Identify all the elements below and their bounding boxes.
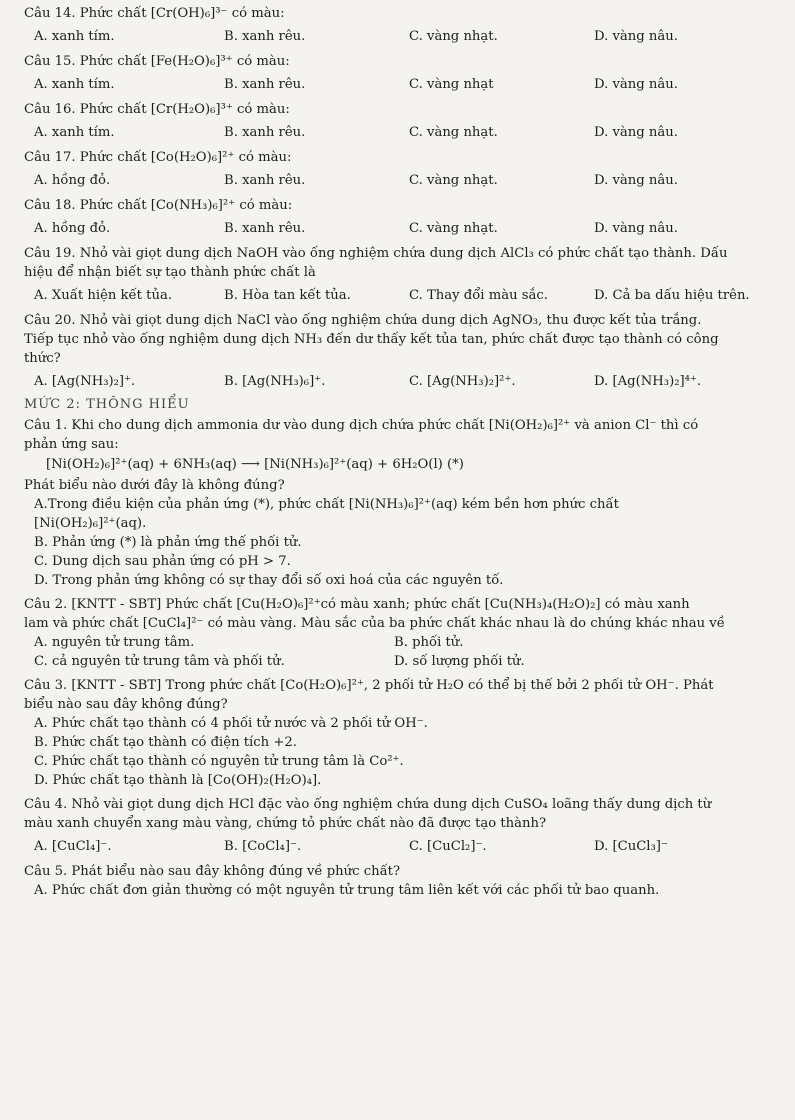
- question-19: [24, 244, 781, 305]
- level2-question-3: [24, 676, 781, 790]
- question-stem-line: Câu 20. Nhỏ vài giọt dung dịch NaCl vào ống nghiệm chứa dung dịch AgNO₃, thu được kết tủa trắng.: [24, 313, 702, 328]
- option-a: A. nguyên tử trung tâm.: [34, 635, 195, 650]
- option-a: A. Phức chất tạo thành có 4 phối tử nước và 2 phối tử OH⁻.: [34, 716, 428, 731]
- reaction-equation: [Ni(OH₂)₆]²⁺(aq) + 6NH₃(aq) ⟶ [Ni(NH₃)₆]²⁺(aq) + 6H₂O(l) (*): [46, 457, 464, 472]
- question-stem-line: thức?: [24, 351, 61, 366]
- option-a: A. xanh tím.: [34, 29, 115, 44]
- option-c: C. vàng nhạt.: [409, 125, 498, 140]
- option-d: D. Phức chất tạo thành là [Co(OH)₂(H₂O)₄].: [34, 773, 322, 788]
- option-row: [24, 372, 781, 391]
- question-stem-line: Câu 2. [KNTT - SBT] Phức chất [Cu(H₂O)₆]²⁺có màu xanh; phức chất [Cu(NH₃)₄(H₂O)₂] có màu xanh: [24, 597, 690, 612]
- option-b: B. [CoCl₄]⁻.: [224, 839, 302, 854]
- option-row: [24, 219, 781, 238]
- option-b: B. [Ag(NH₃)₆]⁺.: [224, 374, 326, 389]
- question-stem-line: Câu 4. Nhỏ vài giọt dung dịch HCl đặc vào ống nghiệm chứa dung dịch CuSO₄ loãng thấy dung dịch từ: [24, 797, 712, 812]
- option-row: [24, 171, 781, 190]
- level2-question-5: [24, 862, 781, 900]
- question-15: [24, 52, 781, 94]
- option-b: B. xanh rêu.: [224, 173, 306, 188]
- option-d: D. vàng nâu.: [594, 221, 678, 236]
- option-b: B. xanh rêu.: [224, 221, 306, 236]
- option-row: [24, 27, 781, 46]
- option-b: B. xanh rêu.: [224, 125, 306, 140]
- option-c: C. cả nguyên tử trung tâm và phối tử.: [34, 654, 285, 669]
- question-stem: Câu 15. Phức chất [Fe(H₂O)₆]³⁺ có màu:: [24, 54, 290, 69]
- question-stem: Câu 5. Phát biểu nào sau đây không đúng về phức chất?: [24, 864, 401, 879]
- option-d: D. số lượng phối tử.: [394, 654, 525, 669]
- question-18: [24, 196, 781, 238]
- option-row: [24, 837, 781, 856]
- option-b: B. Phản ứng (*) là phản ứng thế phối tử.: [34, 535, 302, 550]
- question-stem-line: lam và phức chất [CuCl₄]²⁻ có màu vàng. Màu sắc của ba phức chất khác nhau là do chúng khác nhau về: [24, 616, 725, 631]
- option-c: C. Thay đổi màu sắc.: [409, 288, 548, 303]
- level2-question-2: [24, 595, 781, 671]
- option-a: A. [CuCl₄]⁻.: [34, 839, 112, 854]
- level2-question-1: [24, 416, 781, 590]
- option-b: B. xanh rêu.: [224, 29, 306, 44]
- question-stem: Câu 17. Phức chất [Co(H₂O)₆]²⁺ có màu:: [24, 150, 292, 165]
- question-stem-line: phản ứng sau:: [24, 437, 119, 452]
- question-stem-line: hiệu để nhận biết sự tạo thành phức chất là: [24, 265, 316, 280]
- option-row: [24, 652, 781, 671]
- option-b: B. phối tử.: [394, 635, 464, 650]
- question-stem: Câu 16. Phức chất [Cr(H₂O)₆]³⁺ có màu:: [24, 102, 290, 117]
- option-a: A. [Ag(NH₃)₂]⁺.: [34, 374, 136, 389]
- option-row: [24, 123, 781, 142]
- option-c: C. vàng nhạt.: [409, 173, 498, 188]
- question-stem: Câu 18. Phức chất [Co(NH₃)₆]²⁺ có màu:: [24, 198, 293, 213]
- question-14: [24, 4, 781, 46]
- option-a: A. Phức chất đơn giản thường có một nguyên tử trung tâm liên kết với các phối tử bao quanh.: [34, 883, 660, 898]
- option-row: [24, 633, 781, 652]
- option-c: C. vàng nhạt.: [409, 221, 498, 236]
- option-c: C. [CuCl₂]⁻.: [409, 839, 487, 854]
- question-stem-line: Câu 19. Nhỏ vài giọt dung dịch NaOH vào ống nghiệm chứa dung dịch AlCl₃ có phức chất tạo thành. Dấu: [24, 246, 728, 261]
- option-c: C. Phức chất tạo thành có nguyên tử trung tâm là Co²⁺.: [34, 754, 404, 769]
- option-a: A. Xuất hiện kết tủa.: [34, 288, 173, 303]
- option-d: D. vàng nâu.: [594, 173, 678, 188]
- question-stem: Câu 14. Phức chất [Cr(OH)₆]³⁻ có màu:: [24, 6, 285, 21]
- option-c: C. Dung dịch sau phản ứng có pH > 7.: [34, 554, 291, 569]
- option-a: A. hồng đỏ.: [34, 173, 111, 188]
- option-a: A. hồng đỏ.: [34, 221, 111, 236]
- option-c: C. vàng nhạt: [409, 77, 494, 92]
- question-stem-line: Câu 3. [KNTT - SBT] Trong phức chất [Co(H₂O)₆]²⁺, 2 phối tử H₂O có thể bị thế bởi 2 phối tử OH⁻. Phát: [24, 678, 714, 693]
- option-d: D. vàng nâu.: [594, 125, 678, 140]
- option-c: C. vàng nhạt.: [409, 29, 498, 44]
- question-stem-line: Phát biểu nào dưới đây là không đúng?: [24, 478, 285, 493]
- option-d: D. [CuCl₃]⁻: [594, 839, 668, 854]
- option-a: A. xanh tím.: [34, 77, 115, 92]
- question-stem-line: Câu 1. Khi cho dung dịch ammonia dư vào dung dịch chứa phức chất [Ni(OH₂)₆]²⁺ và anion Cl⁻ thì có: [24, 418, 699, 433]
- option-c: C. [Ag(NH₃)₂]²⁺.: [409, 374, 516, 389]
- option-d: D. Cả ba dấu hiệu trên.: [594, 288, 750, 303]
- option-b: B. Phức chất tạo thành có điện tích +2.: [34, 735, 297, 750]
- option-d: D. vàng nâu.: [594, 29, 678, 44]
- option-b: B. xanh rêu.: [224, 77, 306, 92]
- question-stem-line: biểu nào sau đây không đúng?: [24, 697, 228, 712]
- question-17: [24, 148, 781, 190]
- question-20: [24, 311, 781, 391]
- question-stem-line: màu xanh chuyển xang màu vàng, chứng tỏ phức chất nào đã được tạo thành?: [24, 816, 547, 831]
- option-d: D. Trong phản ứng không có sự thay đổi số oxi hoá của các nguyên tố.: [34, 573, 504, 588]
- option-row: [24, 286, 781, 305]
- option-b: B. Hòa tan kết tủa.: [224, 288, 351, 303]
- question-16: [24, 100, 781, 142]
- option-row: [24, 75, 781, 94]
- section-heading: MỨC 2: THÔNG HIỂU: [24, 397, 190, 412]
- option-d: D. vàng nâu.: [594, 77, 678, 92]
- level2-question-4: [24, 795, 781, 856]
- option-d: D. [Ag(NH₃)₂]⁴⁺.: [594, 374, 702, 389]
- option-a-line: [Ni(OH₂)₆]²⁺(aq).: [34, 516, 147, 531]
- question-stem-line: Tiếp tục nhỏ vào ống nghiệm dung dịch NH₃ đến dư thấy kết tủa tan, phức chất được tạo thành có công: [24, 332, 719, 347]
- option-a-line: A.Trong điều kiện của phản ứng (*), phức chất [Ni(NH₃)₆]²⁺(aq) kém bền hơn phức chất: [34, 497, 619, 512]
- option-a: A. xanh tím.: [34, 125, 115, 140]
